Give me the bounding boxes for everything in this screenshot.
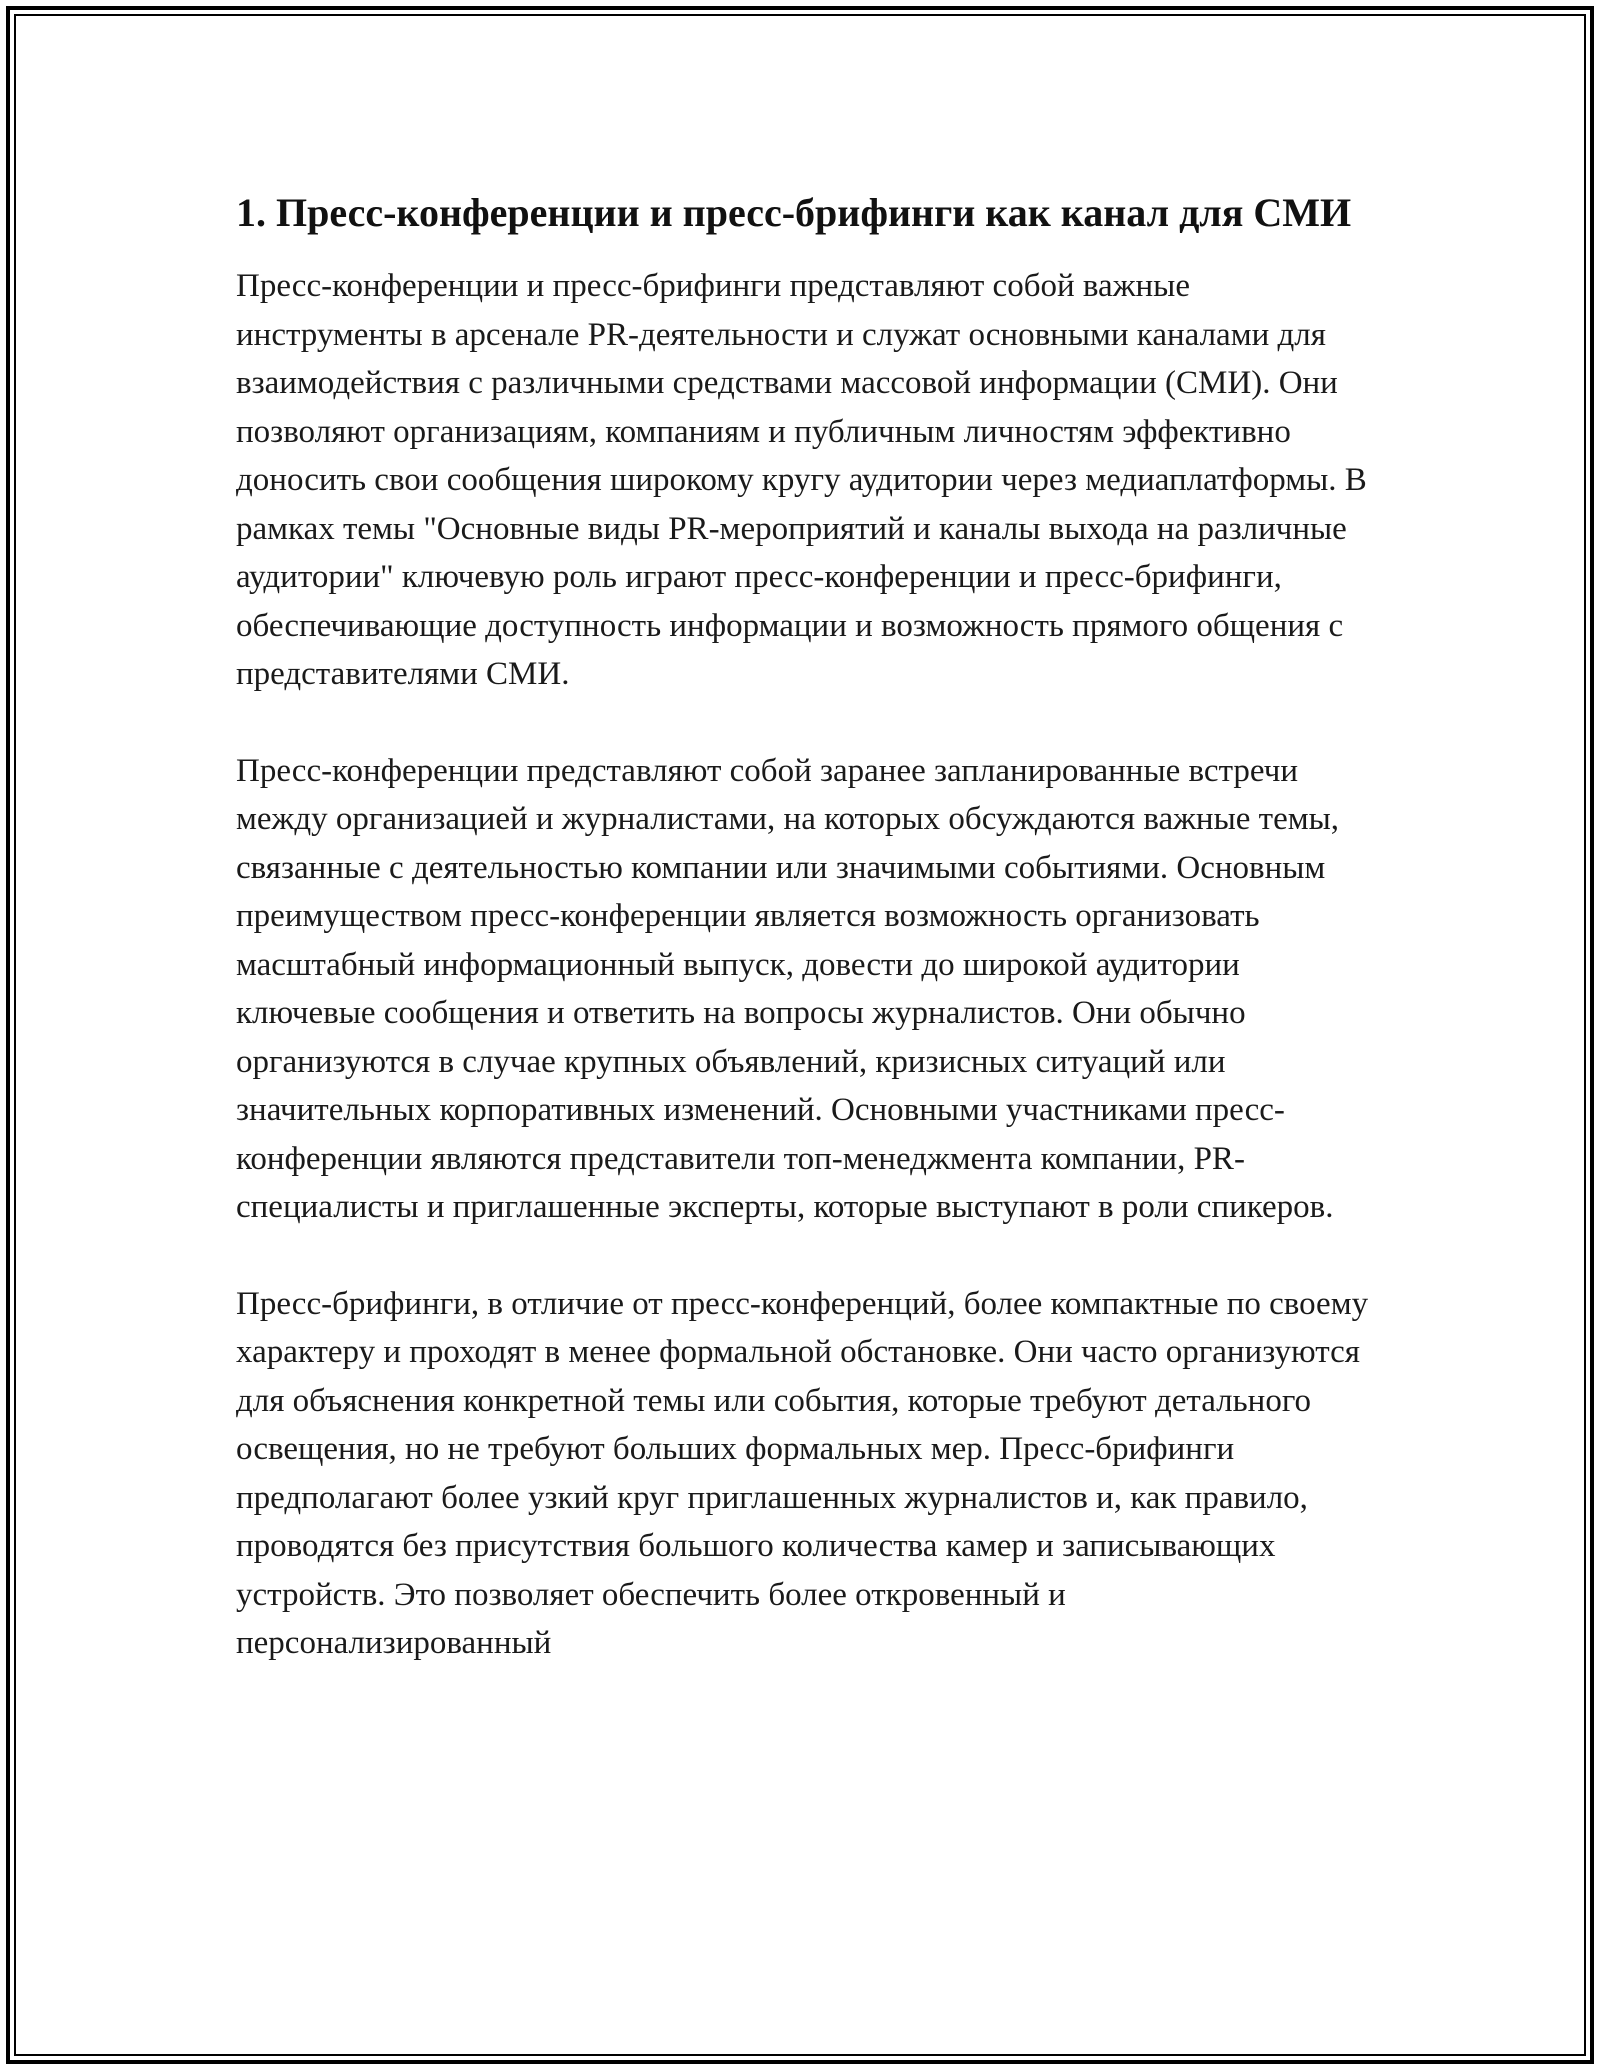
paragraph-intro: Пресс-конференции и пресс-брифинги представляют собой важные инструменты в арсенале PR-деятельности и служат основными каналами для взаимодействия с различными средствами массовой информации (СМИ). Они позволяют организациям, компаниям и публичным личностям эффективно доносить свои сообщения широкому кругу аудитории через медиаплатформы. В рамках темы "Основные виды PR-мероприятий и каналы выхода на различные аудитории" ключевую роль играют пресс-конференции и пресс-брифинги, обеспечивающие доступность информации и возможность прямого общения с представителями СМИ. — [236, 268, 1367, 692]
paragraph-press-conferences: Пресс-конференции представляют собой заранее запланированные встречи между организацией и журналистами, на которых обсуждаются важные темы, связанные с деятельностью компании или значимыми событиями. Основным преимуществом пресс-конференции является возможность организовать масштабный информационный выпуск, довести до широкой аудитории ключевые сообщения и ответить на вопросы журналистов. Они обычно организуются в случае крупных объявлений, кризисных ситуаций или значительных корпоративных изменений. Основными участниками пресс-конференции являются представители топ-менеджмента компании, PR-специалисты и приглашенные эксперты, которые выступают в роли спикеров. — [236, 752, 1340, 1225]
section-heading: 1. Пресс-конференции и пресс-брифинги как канал для СМИ — [236, 190, 1352, 235]
paragraph-press-briefings: Пресс-брифинги, в отличие от пресс-конференций, более компактные по своему характеру и проходят в менее формальной обстановке. Они часто организуются для объяснения конкретной темы или события, которые требуют детального освещения, но не требуют больших формальных мер. Пресс-брифинги предполагают более узкий круг приглашенных журналистов и, как правило, проводятся без присутствия большого количества камер и записывающих устройств. Это позволяет обеспечить более откровенный и персонализированный — [236, 1285, 1369, 1661]
document-body — [236, 186, 1376, 1716]
